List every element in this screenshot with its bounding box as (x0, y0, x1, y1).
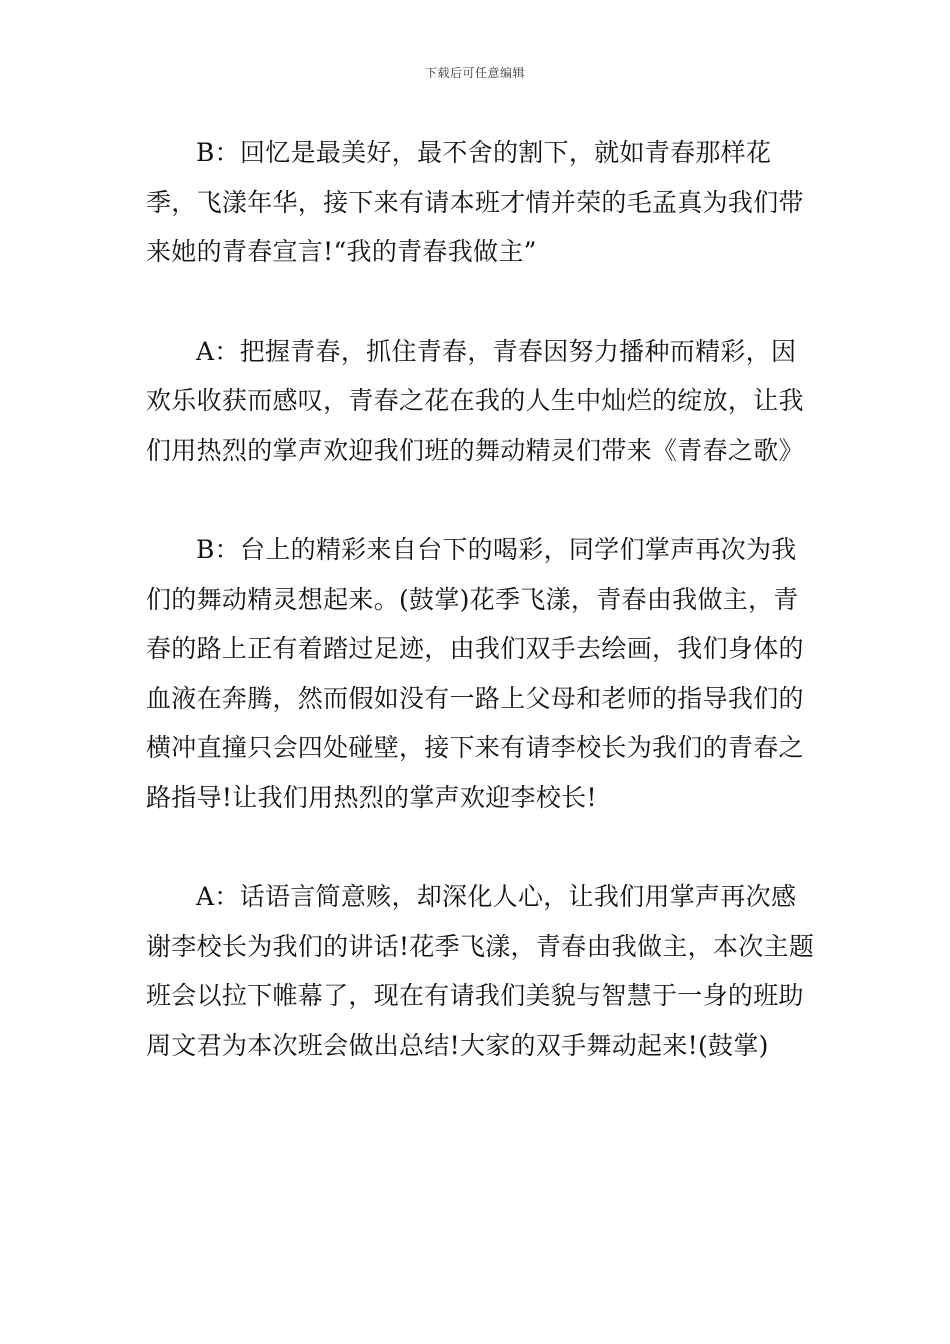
paragraph-a-closing: A：话语言简意赅，却深化人心，让我们用掌声再次感谢李校长为我们的讲话!花季飞漾，青春由我做主，本次主题班会以拉下帷幕了，现在有请我们美貌与智慧于一身的班助周文君为本次班会做出总结!大家的双手舞动起来!(鼓掌) (146, 882, 815, 1060)
paragraph-a-youth-song: A：把握青春，抓住青春，青春因努力播种而精彩，因欢乐收获而感叹，青春之花在我的人生中灿烂的绽放，让我们用热烈的掌声欢迎我们班的舞动精灵们带来《青春之歌》 (146, 336, 804, 465)
document-body (146, 128, 816, 1120)
paragraph-b-principal-intro: B：台上的精彩来自台下的喝彩，同学们掌声再次为我们的舞动精灵想起来。(鼓掌)花季飞漾，青春由我做主，青春的路上正有着踏过足迹，由我们双手去绘画，我们身体的血液在奔腾，然而假如没有一路上父母和老师的指导我们的横冲直撞只会四处碰壁，接下来有请李校长为我们的青春之路指导!让我们用热烈的掌声欢迎李校长! (146, 535, 804, 812)
paragraph-b-memory: B：回忆是最美好，最不舍的割下，就如青春那样花季，飞漾年华，接下来有请本班才情并荣的毛孟真为我们带来她的青春宣言!“我的青春我做主” (146, 138, 804, 266)
page-header-note: 下载后可任意编辑 (424, 66, 525, 80)
